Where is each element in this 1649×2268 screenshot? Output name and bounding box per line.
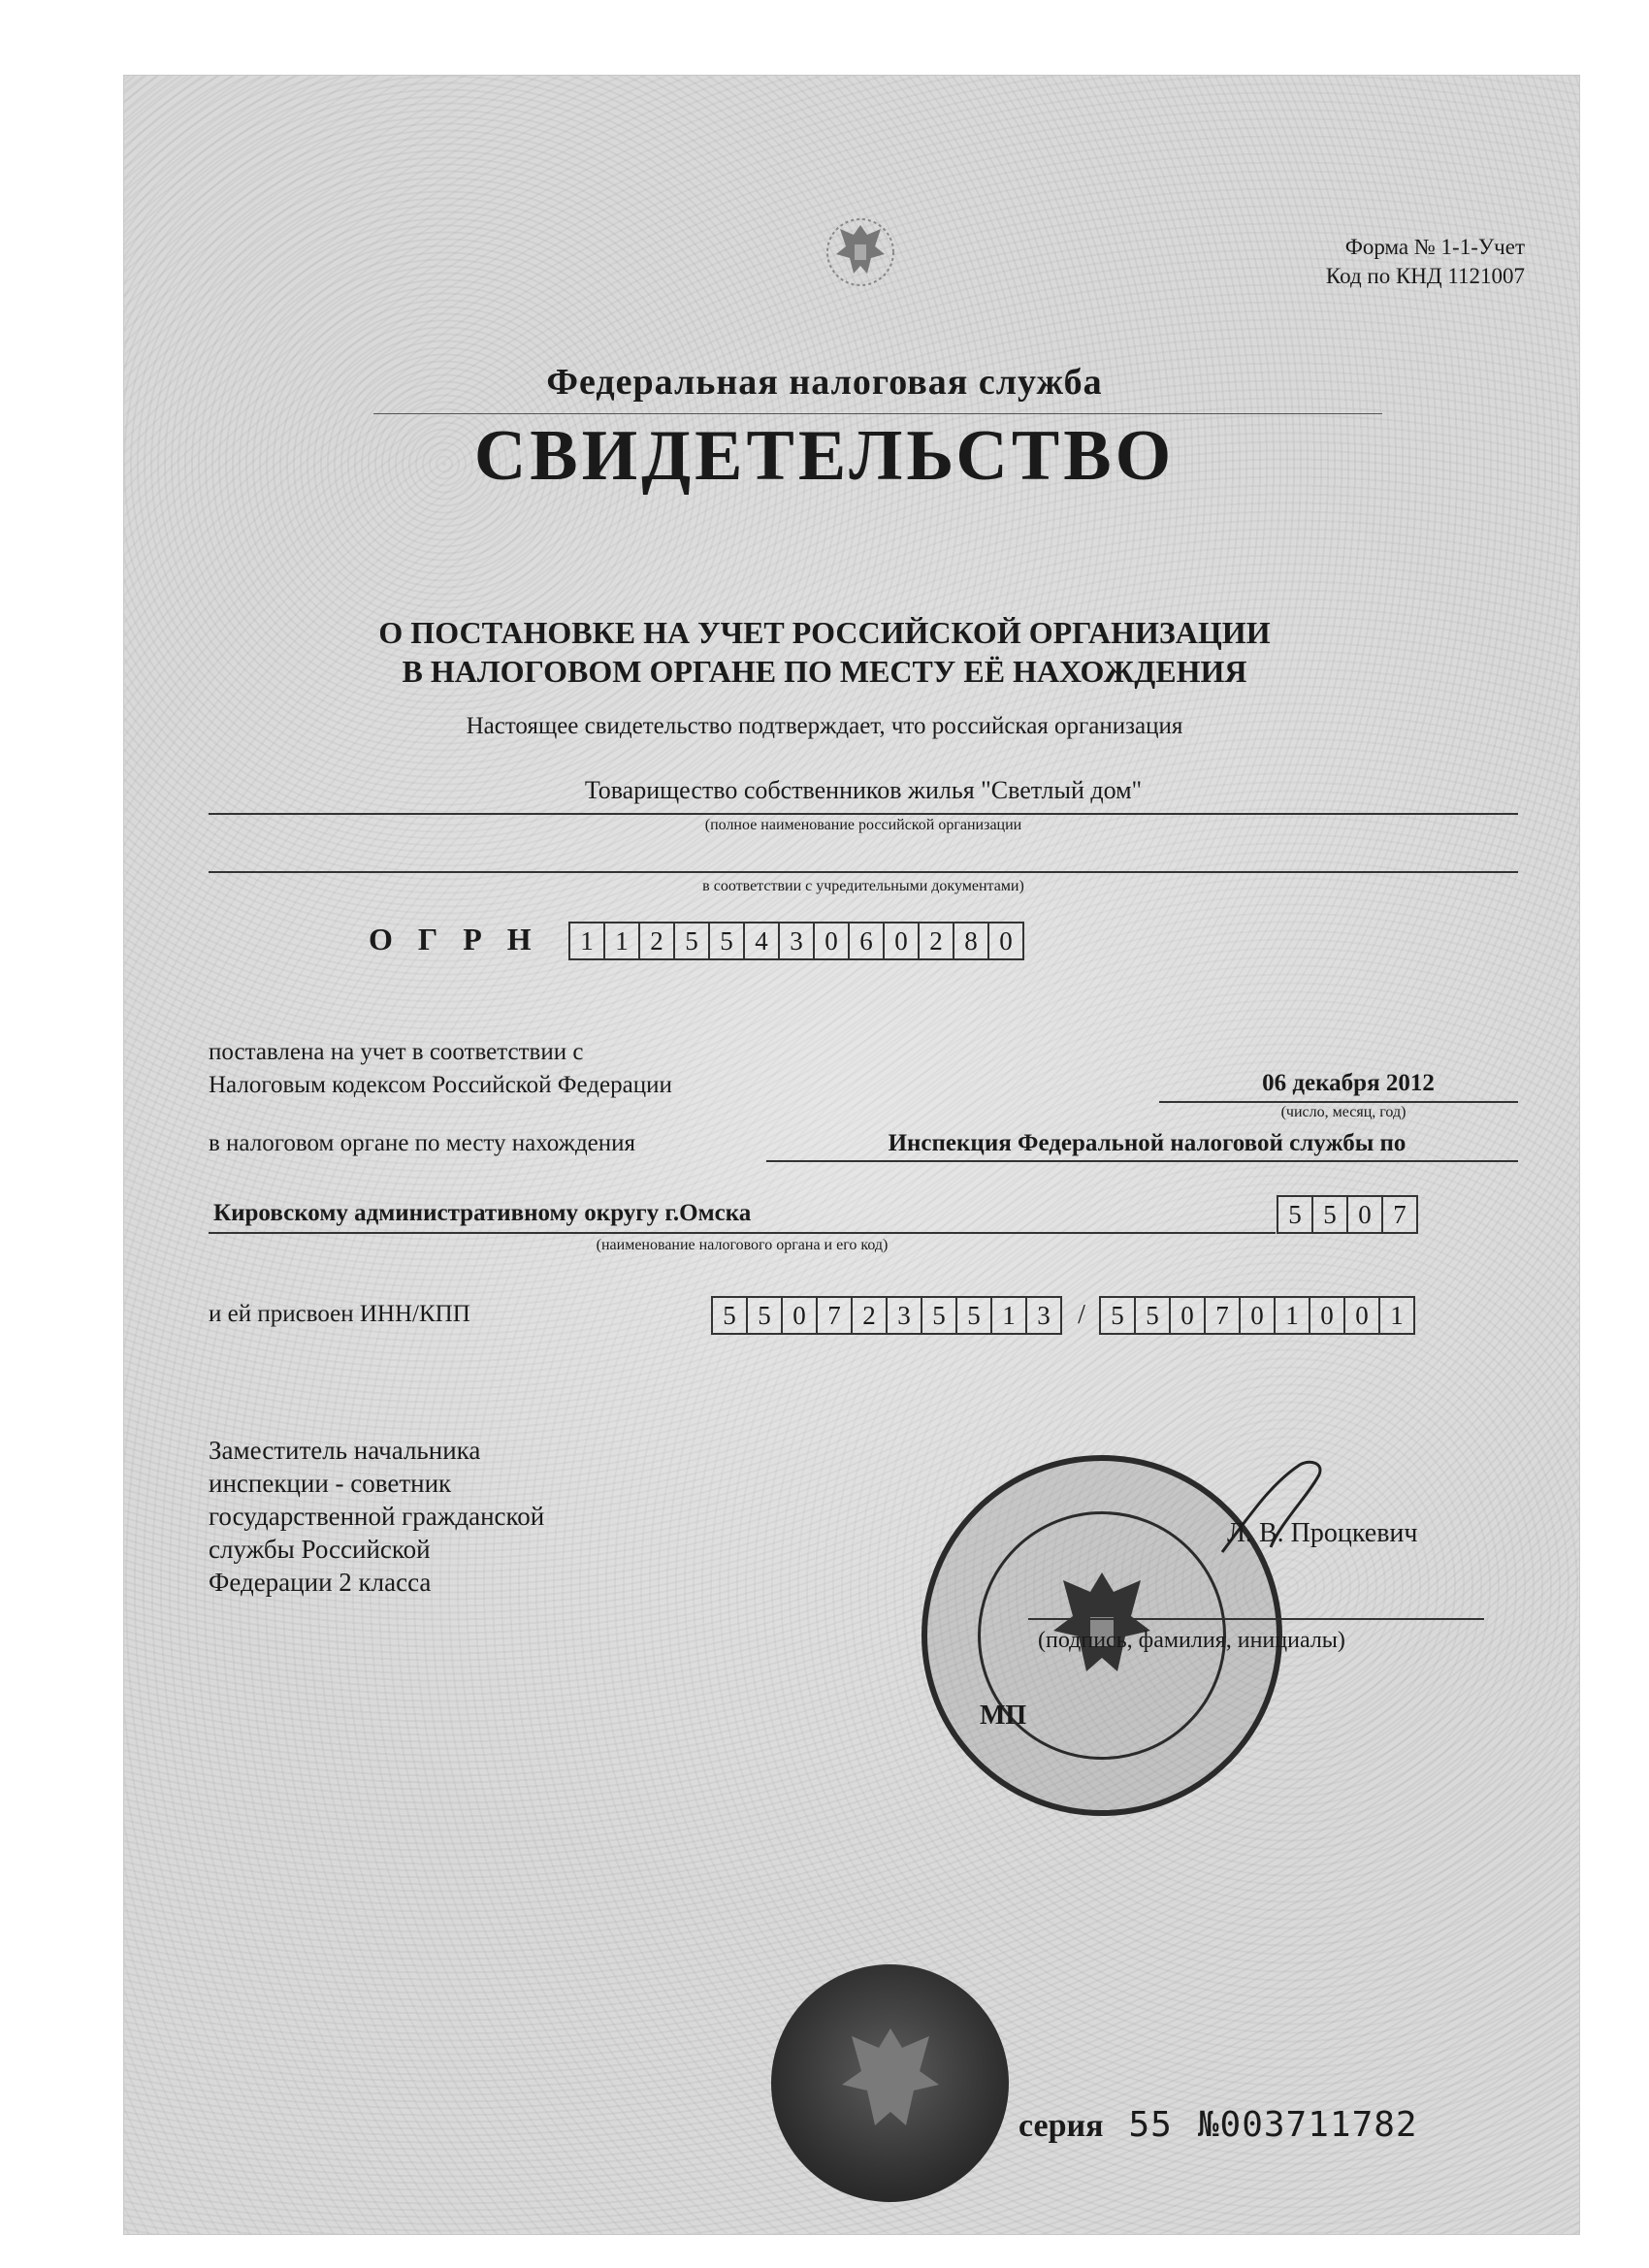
signer-name: Л. В. Процкевич	[1227, 1518, 1418, 1548]
authority-code-cell: 5	[1311, 1195, 1348, 1234]
subtitle-line-2: В НАЛОГОВОМ ОРГАНЕ ПО МЕСТУ ЕЁ НАХОЖДЕНИЯ	[402, 654, 1247, 689]
inn-digit-cell: 5	[955, 1296, 992, 1335]
page-title: СВИДЕТЕЛЬСТВО	[473, 416, 1176, 496]
inn-kpp-cells	[713, 1296, 1415, 1335]
series-label: серия	[1018, 2108, 1104, 2144]
authority-code-cell: 5	[1277, 1195, 1313, 1234]
ogrn-digit-cell: 0	[987, 922, 1024, 960]
hologram-eagle-icon	[832, 2021, 949, 2147]
ogrn-cells	[570, 922, 1024, 960]
registration-text	[209, 1036, 672, 1102]
signature-rule	[1028, 1618, 1484, 1620]
authority-caption: (наименование налогового органа и его код)	[596, 1237, 889, 1253]
ogrn-digit-cell: 2	[638, 922, 675, 960]
double-headed-eagle-icon	[824, 204, 897, 296]
ogrn-digit-cell: 2	[918, 922, 954, 960]
date-rule	[1159, 1101, 1518, 1103]
inn-digit-cell: 2	[851, 1296, 888, 1335]
form-number: Форма № 1-1-Учет	[1344, 235, 1525, 259]
org-name-rule-2	[209, 871, 1518, 873]
ogrn-digit-cell: 6	[848, 922, 885, 960]
series-number	[1018, 2105, 1418, 2145]
inn-digit-cell: 5	[921, 1296, 957, 1335]
authority-line-2: Кировскому административному округу г.Омска	[213, 1200, 752, 1226]
inn-digit-cell: 5	[711, 1296, 748, 1335]
kpp-digit-cell: 7	[1204, 1296, 1241, 1335]
ogrn-label: ОГРН	[369, 922, 557, 956]
ogrn-digit-cell: 0	[813, 922, 850, 960]
signature-caption: (подпись, фамилия, инициалы)	[1038, 1628, 1345, 1653]
org-caption-2: в соответствии с учредительными документами)	[702, 878, 1024, 894]
coat-of-arms-emblem	[824, 204, 897, 296]
ogrn-digit-cell: 1	[603, 922, 640, 960]
signer-position-line: службы Российской	[209, 1535, 431, 1564]
registration-line-1: поставлена на учет в соответствии с	[209, 1039, 584, 1065]
inn-digit-cell: 3	[1025, 1296, 1062, 1335]
ogrn-digit-cell: 1	[568, 922, 605, 960]
ogrn-digit-cell: 8	[953, 922, 989, 960]
series-value: 55	[1128, 2105, 1173, 2145]
divider	[373, 413, 1382, 414]
ogrn-digit-cell: 0	[883, 922, 920, 960]
certificate-number: №003711782	[1197, 2105, 1418, 2145]
registration-date: 06 декабря 2012	[1262, 1070, 1435, 1096]
signer-position	[209, 1434, 544, 1599]
kpp-digit-cell: 5	[1134, 1296, 1171, 1335]
kpp-digit-cell: 0	[1343, 1296, 1380, 1335]
inn-kpp-separator: /	[1078, 1300, 1085, 1330]
service-name: Федеральная налоговая служба	[546, 362, 1103, 403]
mp-label: МП	[980, 1701, 1027, 1731]
authority-code-cell: 7	[1381, 1195, 1418, 1234]
inn-kpp-label: и ей присвоен ИНН/КПП	[209, 1301, 470, 1327]
knd-code: Код по КНД 1121007	[1325, 264, 1525, 288]
inn-digit-cell: 3	[886, 1296, 922, 1335]
org-name-rule	[209, 813, 1518, 815]
inn-cells	[713, 1296, 1062, 1335]
inn-digit-cell: 7	[816, 1296, 853, 1335]
ogrn-digit-cell: 5	[673, 922, 710, 960]
kpp-digit-cell: 1	[1378, 1296, 1415, 1335]
subtitle-line-1: О ПОСТАНОВКЕ НА УЧЕТ РОССИЙСКОЙ ОРГАНИЗАЦИИ	[378, 615, 1271, 650]
org-caption-1: (полное наименование российской организации	[704, 817, 1022, 833]
kpp-digit-cell: 0	[1239, 1296, 1276, 1335]
ogrn-digit-cell: 3	[778, 922, 815, 960]
signer-position-line: государственной гражданской	[209, 1502, 545, 1531]
authority-code-cells	[1278, 1195, 1418, 1234]
authority-code-cell: 0	[1346, 1195, 1383, 1234]
intro-text: Настоящее свидетельство подтверждает, что российская организация	[466, 713, 1183, 739]
ogrn-digit-cell: 4	[743, 922, 780, 960]
signer-position-line: Федерации 2 класса	[209, 1568, 432, 1597]
signer-position-line: Заместитель начальника	[209, 1436, 481, 1465]
organization-name: Товарищество собственников жилья "Светлый дом"	[584, 776, 1143, 804]
form-meta	[1326, 233, 1525, 291]
kpp-cells	[1101, 1296, 1415, 1335]
inn-digit-cell: 5	[746, 1296, 783, 1335]
authority-rule-1	[766, 1160, 1518, 1162]
inn-digit-cell: 0	[781, 1296, 818, 1335]
registration-line-2: Налоговым кодексом Российской Федерации	[209, 1072, 672, 1098]
ogrn-digit-cell: 5	[708, 922, 745, 960]
kpp-digit-cell: 1	[1274, 1296, 1310, 1335]
kpp-digit-cell: 0	[1169, 1296, 1206, 1335]
kpp-digit-cell: 5	[1099, 1296, 1136, 1335]
kpp-digit-cell: 0	[1309, 1296, 1345, 1335]
authority-rule-2	[209, 1232, 1276, 1234]
authority-line-1: Инспекция Федеральной налоговой службы по	[888, 1130, 1406, 1156]
date-caption: (число, месяц, год)	[1280, 1104, 1406, 1120]
subtitle	[0, 613, 1649, 691]
signer-position-line: инспекции - советник	[209, 1469, 452, 1498]
inn-digit-cell: 1	[990, 1296, 1027, 1335]
hologram-seal	[771, 1964, 1009, 2202]
authority-label: в налоговом органе по месту нахождения	[209, 1130, 636, 1156]
